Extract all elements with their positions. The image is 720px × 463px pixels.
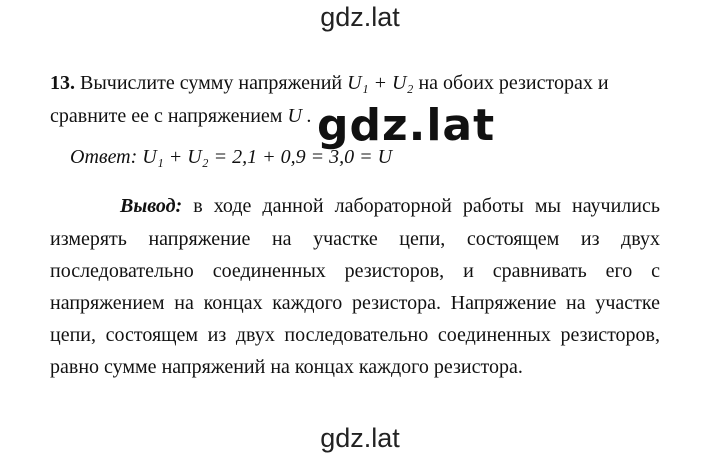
task-text-1: Вычислите сумму напряжений [80, 72, 343, 94]
watermark-top: gdz.lat [320, 2, 400, 32]
answer-label: Ответ: [70, 146, 138, 168]
conclusion-line-5: цепи, состоящем из двух последовательно соединенных резисторов, [50, 324, 660, 346]
watermark-center: gdz.lat [317, 100, 496, 151]
watermark-bottom: gdz.lat [320, 423, 400, 453]
answer-line [70, 146, 392, 169]
conclusion-line-4: напряжением на концах каждого резистора. Напряжение на участке [50, 292, 660, 314]
task-text-2: сравните ее с напряжением [50, 105, 283, 127]
task-formula-1: U₁ + U₂ [347, 72, 414, 94]
conclusion-text-1: в ходе данной лабораторной работы мы научились [193, 195, 660, 217]
conclusion-line-6: равно сумме напряжений на концах каждого резистора. [50, 356, 523, 378]
conclusion-line-1 [120, 195, 660, 218]
task-line-1 [50, 72, 609, 95]
task-line-2 [50, 105, 312, 128]
task-number: 13. [50, 72, 75, 94]
task-text-1-end: на обоих резисторах и [418, 72, 609, 94]
conclusion-line-2: измерять напряжение на участке цепи, состоящем из двух [50, 228, 660, 250]
conclusion-label: Вывод: [120, 195, 183, 217]
answer-formula: U₁ + U₂ = 2,1 + 0,9 = 3,0 = U [142, 146, 393, 168]
conclusion-line-3: последовательно соединенных резисторов, и сравнивать его с [50, 260, 660, 282]
task-formula-2: U . [287, 105, 312, 127]
